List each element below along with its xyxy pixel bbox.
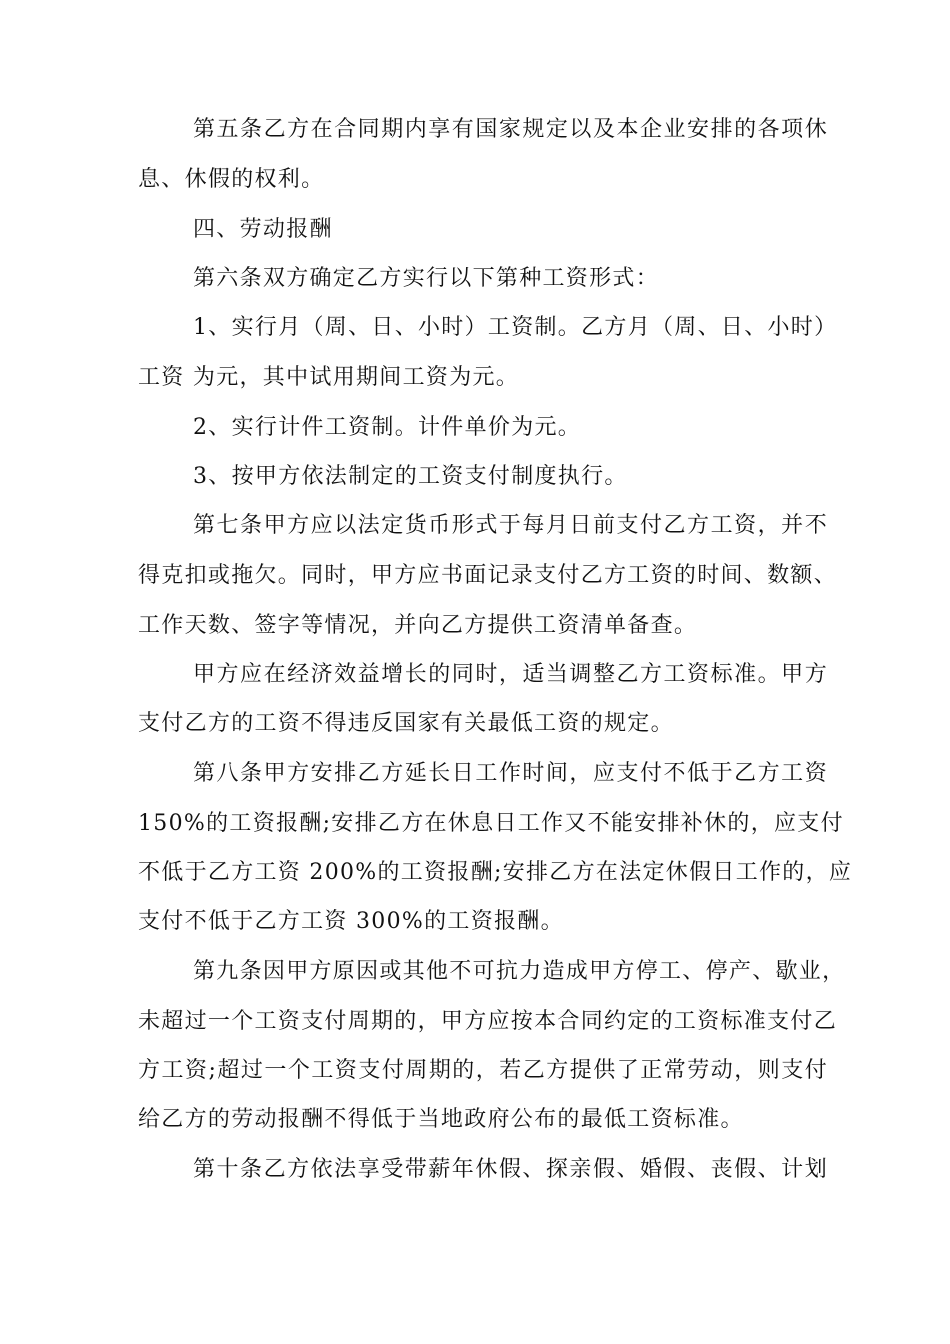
text-line: 工作天数、签字等情况，并向乙方提供工资清单备查。: [138, 613, 698, 638]
text-line: 不低于乙方工资 200%的工资报酬;安排乙方在法定休假日工作的，应: [138, 860, 853, 885]
text-line: 方工资;超过一个工资支付周期的，若乙方提供了正常劳动，则支付: [138, 1058, 828, 1083]
text-line: 第五条乙方在合同期内享有国家规定以及本企业安排的各项休: [193, 117, 828, 142]
text-line: 息、休假的权利。: [138, 167, 325, 192]
text-line: 第八条甲方安排乙方延长日工作时间，应支付不低于乙方工资: [193, 761, 828, 786]
text-line: 2、实行计件工资制。计件单价为元。: [193, 415, 582, 440]
text-line: 甲方应在经济效益增长的同时，适当调整乙方工资标准。甲方: [193, 662, 828, 687]
text-line: 3、按甲方依法制定的工资支付制度执行。: [193, 464, 628, 489]
section-heading: 四、劳动报酬: [193, 217, 333, 242]
text-line: 工资 为元，其中试用期间工资为元。: [138, 365, 520, 390]
text-line: 支付不低于乙方工资 300%的工资报酬。: [138, 909, 564, 934]
text-line: 第六条双方确定乙方实行以下第种工资形式：: [193, 266, 660, 291]
text-line: 给乙方的劳动报酬不得低于当地政府公布的最低工资标准。: [138, 1107, 744, 1132]
text-line: 未超过一个工资支付周期的，甲方应按本合同约定的工资标准支付乙: [138, 1009, 838, 1034]
text-line: 第九条因甲方原因或其他不可抗力造成甲方停工、停产、歇业，: [193, 959, 846, 984]
text-line: 第七条甲方应以法定货币形式于每月日前支付乙方工资，并不: [193, 513, 828, 538]
text-line: 150%的工资报酬;安排乙方在休息日工作又不能安排补休的，应支付: [138, 811, 844, 836]
text-line: 得克扣或拖欠。同时，甲方应书面记录支付乙方工资的时间、数额、: [138, 563, 838, 588]
text-line: 第十条乙方依法享受带薪年休假、探亲假、婚假、丧假、计划: [193, 1157, 828, 1182]
text-line: 1、实行月（周、日、小时）工资制。乙方月（周、日、小时）: [193, 315, 838, 340]
text-line: 支付乙方的工资不得违反国家有关最低工资的规定。: [138, 711, 674, 736]
